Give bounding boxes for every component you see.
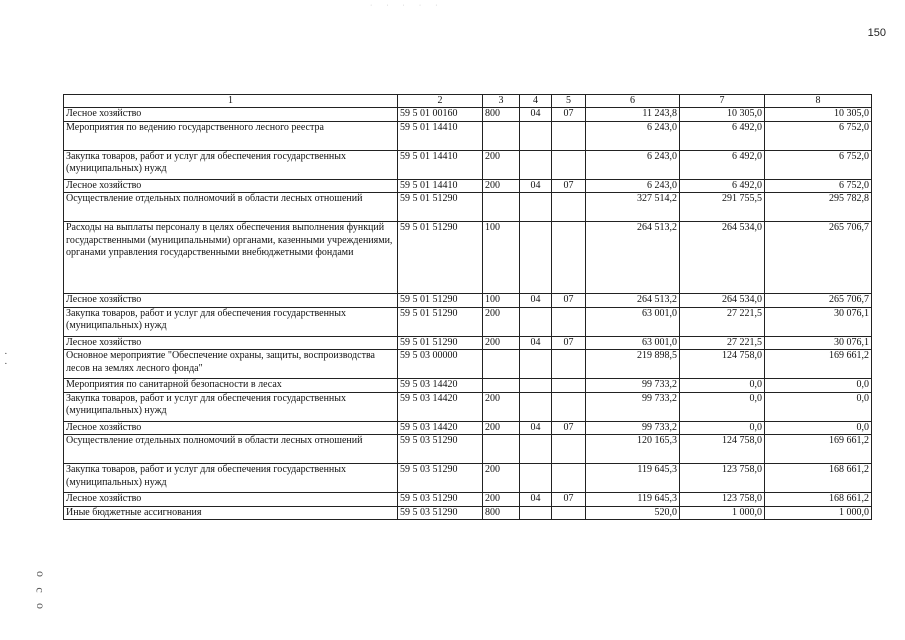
amount-col6-cell: 219 898,5 (586, 350, 680, 379)
section-code-cell (520, 222, 552, 294)
expense-type-code-cell: 200 (483, 336, 520, 350)
target-article-code-cell: 59 5 01 51290 (398, 336, 483, 350)
row-name-cell: Осуществление отдельных полномочий в области лесных отношений (64, 193, 398, 222)
row-name-cell: Основное мероприятие "Обеспечение охраны, защиты, воспроизводства лесов на землях лесного фонда" (64, 350, 398, 379)
expense-type-code-cell (483, 193, 520, 222)
amount-col8-cell: 168 661,2 (765, 493, 872, 507)
subsection-code-cell: 07 (552, 421, 586, 435)
amount-col8-cell: 265 706,7 (765, 222, 872, 294)
table-row (64, 506, 872, 520)
target-article-code-cell: 59 5 03 51290 (398, 435, 483, 464)
amount-col6-cell: 119 645,3 (586, 464, 680, 493)
subsection-code-cell: 07 (552, 179, 586, 193)
amount-col8-cell: 265 706,7 (765, 294, 872, 308)
amount-col6-cell: 327 514,2 (586, 193, 680, 222)
table-row (64, 294, 872, 308)
header-cell: 7 (680, 95, 765, 108)
amount-col7-cell: 6 492,0 (680, 150, 765, 179)
table-row (64, 193, 872, 222)
subsection-code-cell (552, 193, 586, 222)
table-row (64, 179, 872, 193)
expense-type-code-cell: 200 (483, 464, 520, 493)
page-number: 150 (867, 27, 886, 39)
amount-col8-cell: 6 752,0 (765, 179, 872, 193)
subsection-code-cell: 07 (552, 493, 586, 507)
amount-col6-cell: 63 001,0 (586, 336, 680, 350)
expense-type-code-cell: 200 (483, 493, 520, 507)
amount-col7-cell: 6 492,0 (680, 121, 765, 150)
amount-col7-cell: 27 221,5 (680, 336, 765, 350)
row-name-cell: Мероприятия по санитарной безопасности в лесах (64, 379, 398, 393)
table-row (64, 421, 872, 435)
row-name-cell: Лесное хозяйство (64, 179, 398, 193)
subsection-code-cell (552, 392, 586, 421)
amount-col7-cell: 27 221,5 (680, 307, 765, 336)
row-name-cell: Иные бюджетные ассигнования (64, 506, 398, 520)
margin-mark: · (4, 348, 8, 360)
amount-col8-cell: 10 305,0 (765, 108, 872, 122)
amount-col8-cell: 0,0 (765, 421, 872, 435)
section-code-cell (520, 379, 552, 393)
amount-col7-cell: 124 758,0 (680, 350, 765, 379)
amount-col8-cell: 30 076,1 (765, 307, 872, 336)
subsection-code-cell (552, 350, 586, 379)
amount-col8-cell: 169 661,2 (765, 435, 872, 464)
section-code-cell: 04 (520, 179, 552, 193)
target-article-code-cell: 59 5 03 00000 (398, 350, 483, 379)
section-code-cell (520, 193, 552, 222)
expense-type-code-cell: 200 (483, 392, 520, 421)
section-code-cell: 04 (520, 493, 552, 507)
row-name-cell: Закупка товаров, работ и услуг для обеспечения государственных (муниципальных) нужд (64, 464, 398, 493)
amount-col7-cell: 264 534,0 (680, 294, 765, 308)
target-article-code-cell: 59 5 01 51290 (398, 193, 483, 222)
table-row (64, 222, 872, 294)
target-article-code-cell: 59 5 03 51290 (398, 506, 483, 520)
expense-type-code-cell: 200 (483, 307, 520, 336)
row-name-cell: Закупка товаров, работ и услуг для обеспечения государственных (муниципальных) нужд (64, 150, 398, 179)
row-name-cell: Лесное хозяйство (64, 336, 398, 350)
amount-col8-cell: 295 782,8 (765, 193, 872, 222)
amount-col6-cell: 11 243,8 (586, 108, 680, 122)
amount-col7-cell: 1 000,0 (680, 506, 765, 520)
amount-col7-cell: 6 492,0 (680, 179, 765, 193)
table-row (64, 379, 872, 393)
table-row (64, 435, 872, 464)
amount-col8-cell: 1 000,0 (765, 506, 872, 520)
row-name-cell: Закупка товаров, работ и услуг для обеспечения государственных (муниципальных) нужд (64, 392, 398, 421)
target-article-code-cell: 59 5 03 14420 (398, 392, 483, 421)
amount-col8-cell: 6 752,0 (765, 150, 872, 179)
table-row (64, 350, 872, 379)
amount-col8-cell: 168 661,2 (765, 464, 872, 493)
table-row (64, 392, 872, 421)
header-cell: 5 (552, 95, 586, 108)
row-name-cell: Лесное хозяйство (64, 294, 398, 308)
subsection-code-cell (552, 435, 586, 464)
subsection-code-cell (552, 464, 586, 493)
section-code-cell (520, 435, 552, 464)
row-name-cell: Расходы на выплаты персоналу в целях обеспечения выполнения функций государственными (муниципальными) органами, казенными учреждениями, органами управления государственными внебюджетными фондами (64, 222, 398, 294)
row-name-cell: Закупка товаров, работ и услуг для обеспечения государственных (муниципальных) нужд (64, 307, 398, 336)
amount-col6-cell: 264 513,2 (586, 222, 680, 294)
target-article-code-cell: 59 5 01 51290 (398, 222, 483, 294)
section-code-cell: 04 (520, 108, 552, 122)
header-cell: 3 (483, 95, 520, 108)
amount-col7-cell: 123 758,0 (680, 493, 765, 507)
table-row (64, 108, 872, 122)
amount-col6-cell: 6 243,0 (586, 150, 680, 179)
section-code-cell (520, 121, 552, 150)
row-name-cell: Лесное хозяйство (64, 493, 398, 507)
amount-col8-cell: 0,0 (765, 379, 872, 393)
expense-type-code-cell: 800 (483, 108, 520, 122)
amount-col8-cell: 169 661,2 (765, 350, 872, 379)
subsection-code-cell: 07 (552, 336, 586, 350)
table-row (64, 121, 872, 150)
section-code-cell (520, 392, 552, 421)
subsection-code-cell (552, 121, 586, 150)
subsection-code-cell (552, 307, 586, 336)
section-code-cell (520, 350, 552, 379)
expense-type-code-cell: 200 (483, 421, 520, 435)
amount-col7-cell: 264 534,0 (680, 222, 765, 294)
amount-col7-cell: 0,0 (680, 392, 765, 421)
table-row (64, 150, 872, 179)
table-row (64, 307, 872, 336)
budget-table (63, 94, 872, 520)
expense-type-code-cell (483, 435, 520, 464)
row-name-cell: Лесное хозяйство (64, 108, 398, 122)
expense-type-code-cell: 800 (483, 506, 520, 520)
section-code-cell: 04 (520, 336, 552, 350)
expense-type-code-cell: 200 (483, 179, 520, 193)
table-header-row (64, 95, 872, 108)
section-code-cell: 04 (520, 421, 552, 435)
header-cell: 8 (765, 95, 872, 108)
target-article-code-cell: 59 5 01 14410 (398, 150, 483, 179)
expense-type-code-cell: 200 (483, 150, 520, 179)
amount-col6-cell: 99 733,2 (586, 421, 680, 435)
section-code-cell: 04 (520, 294, 552, 308)
row-name-cell: Осуществление отдельных полномочий в области лесных отношений (64, 435, 398, 464)
section-code-cell (520, 464, 552, 493)
subsection-code-cell (552, 150, 586, 179)
subsection-code-cell (552, 379, 586, 393)
target-article-code-cell: 59 5 01 51290 (398, 307, 483, 336)
amount-col8-cell: 0,0 (765, 392, 872, 421)
table-row (64, 336, 872, 350)
row-name-cell: Мероприятия по ведению государственного лесного реестра (64, 121, 398, 150)
amount-col7-cell: 10 305,0 (680, 108, 765, 122)
target-article-code-cell: 59 5 03 14420 (398, 379, 483, 393)
target-article-code-cell: 59 5 01 00160 (398, 108, 483, 122)
subsection-code-cell: 07 (552, 294, 586, 308)
amount-col6-cell: 120 165,3 (586, 435, 680, 464)
amount-col7-cell: 0,0 (680, 379, 765, 393)
section-code-cell (520, 150, 552, 179)
amount-col6-cell: 63 001,0 (586, 307, 680, 336)
amount-col7-cell: 123 758,0 (680, 464, 765, 493)
target-article-code-cell: 59 5 01 14410 (398, 179, 483, 193)
target-article-code-cell: 59 5 03 51290 (398, 464, 483, 493)
table-row (64, 493, 872, 507)
amount-col8-cell: 30 076,1 (765, 336, 872, 350)
target-article-code-cell: 59 5 01 51290 (398, 294, 483, 308)
amount-col6-cell: 264 513,2 (586, 294, 680, 308)
subsection-code-cell (552, 222, 586, 294)
margin-stamp: o c o (33, 571, 48, 609)
header-cell: 2 (398, 95, 483, 108)
amount-col7-cell: 124 758,0 (680, 435, 765, 464)
expense-type-code-cell: 100 (483, 222, 520, 294)
section-code-cell (520, 307, 552, 336)
target-article-code-cell: 59 5 01 14410 (398, 121, 483, 150)
expense-type-code-cell (483, 350, 520, 379)
subsection-code-cell (552, 506, 586, 520)
amount-col7-cell: 291 755,5 (680, 193, 765, 222)
expense-type-code-cell: 100 (483, 294, 520, 308)
row-name-cell: Лесное хозяйство (64, 421, 398, 435)
amount-col7-cell: 0,0 (680, 421, 765, 435)
expense-type-code-cell (483, 379, 520, 393)
amount-col8-cell: 6 752,0 (765, 121, 872, 150)
scan-specks: · · · · · (370, 2, 444, 9)
header-cell: 6 (586, 95, 680, 108)
amount-col6-cell: 99 733,2 (586, 392, 680, 421)
header-cell: 4 (520, 95, 552, 108)
target-article-code-cell: 59 5 03 51290 (398, 493, 483, 507)
section-code-cell (520, 506, 552, 520)
margin-mark: · (4, 358, 8, 370)
amount-col6-cell: 520,0 (586, 506, 680, 520)
target-article-code-cell: 59 5 03 14420 (398, 421, 483, 435)
amount-col6-cell: 6 243,0 (586, 179, 680, 193)
table-row (64, 464, 872, 493)
header-cell: 1 (64, 95, 398, 108)
amount-col6-cell: 119 645,3 (586, 493, 680, 507)
amount-col6-cell: 6 243,0 (586, 121, 680, 150)
expense-type-code-cell (483, 121, 520, 150)
amount-col6-cell: 99 733,2 (586, 379, 680, 393)
subsection-code-cell: 07 (552, 108, 586, 122)
